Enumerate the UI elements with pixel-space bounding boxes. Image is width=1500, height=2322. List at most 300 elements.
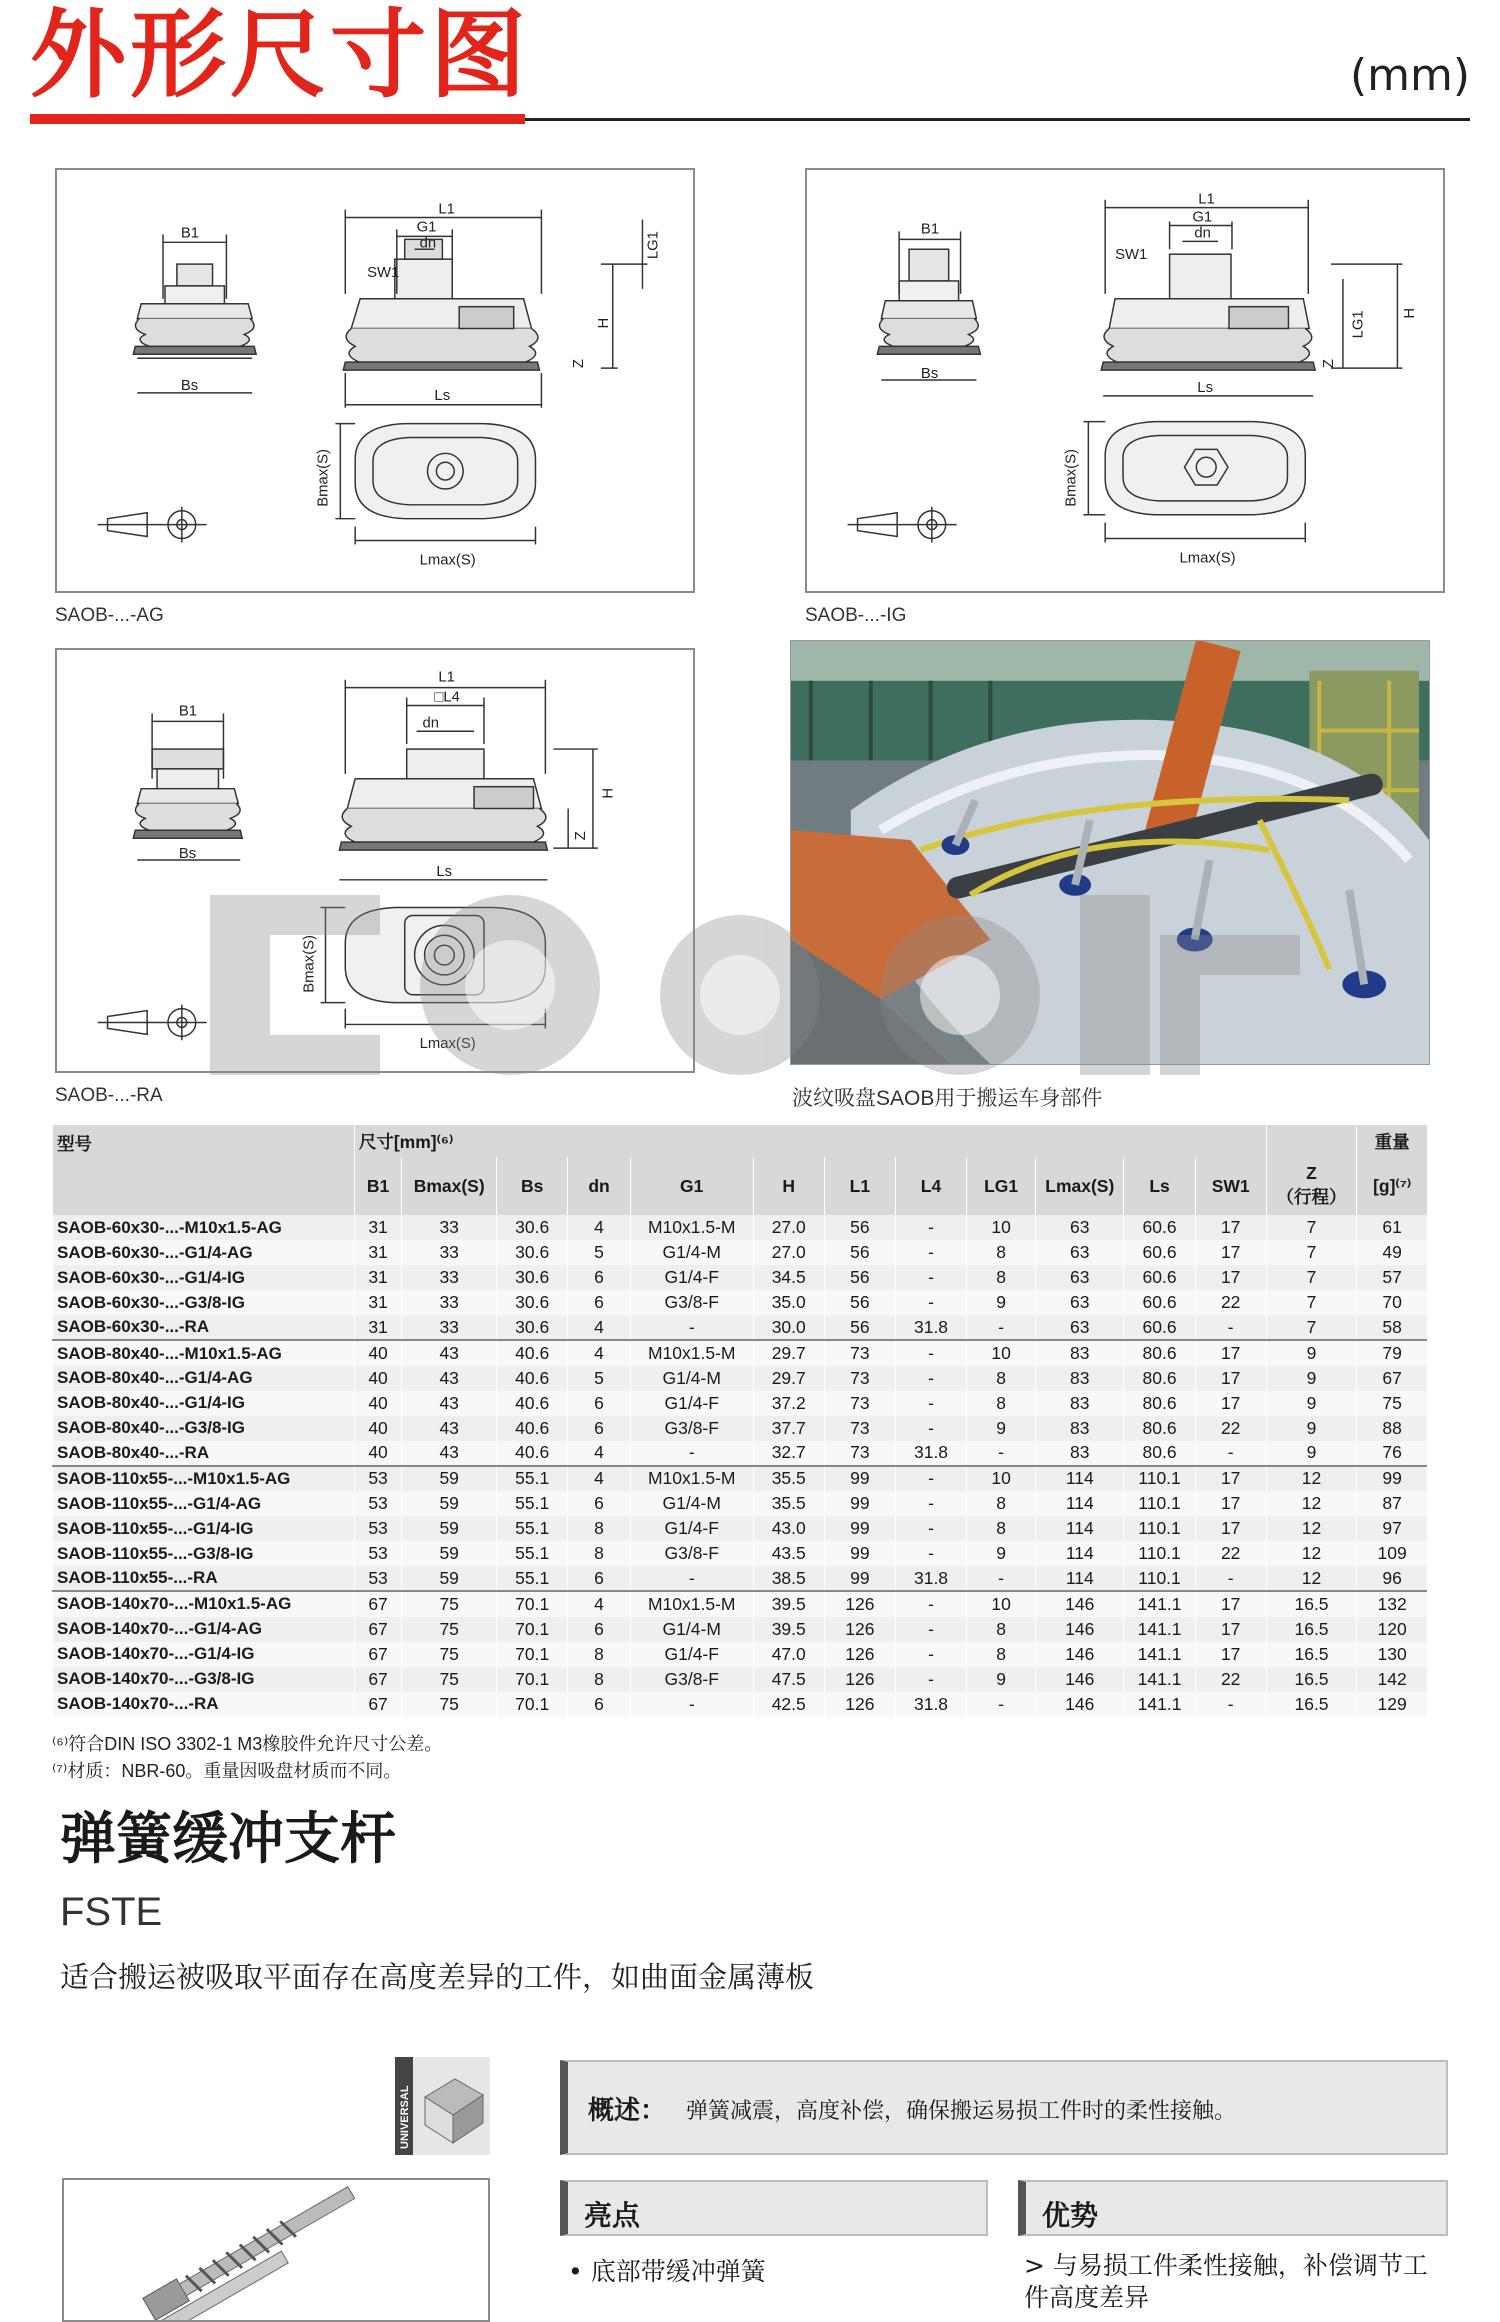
table-cell: 110.1: [1124, 1566, 1195, 1591]
table-cell: 96: [1357, 1566, 1427, 1591]
table-cell: 31: [354, 1290, 401, 1315]
table-cell: 59: [402, 1491, 497, 1516]
table-cell: 8: [568, 1541, 631, 1566]
caption-ra: SAOB-...-RA: [55, 1085, 163, 1106]
table-cell: 80.6: [1124, 1340, 1195, 1365]
caption-ag: SAOB-...-AG: [55, 605, 164, 626]
svg-text:L1: L1: [438, 201, 455, 218]
table-cell: -: [895, 1667, 966, 1692]
table-cell: 67: [354, 1642, 401, 1667]
table-row: [53, 1692, 1428, 1717]
table-cell: 8: [967, 1642, 1036, 1667]
section-description: 适合搬运被吸取平面存在高度差异的工件，如曲面金属薄板: [60, 1960, 815, 1994]
table-cell: 80.6: [1124, 1441, 1195, 1466]
cell-model: SAOB-110x55-...-G3/8-IG: [53, 1541, 355, 1566]
svg-text:Bmax(S): Bmax(S): [301, 935, 318, 993]
table-cell: 110.1: [1124, 1491, 1195, 1516]
table-cell: 9: [967, 1541, 1036, 1566]
table-cell: 141.1: [1124, 1667, 1195, 1692]
table-cell: 9: [1266, 1391, 1357, 1416]
table-cell: 17: [1195, 1215, 1266, 1240]
table-cell: -: [967, 1566, 1036, 1591]
page-title: 外形尺寸图: [30, 0, 530, 111]
table-cell: -: [895, 1466, 966, 1491]
cell-model: SAOB-110x55-...-RA: [53, 1566, 355, 1591]
table-cell: 53: [354, 1516, 401, 1541]
table-cell: 83: [1036, 1441, 1124, 1466]
caption-photo: 波纹吸盘SAOB用于搬运车身部件: [792, 1087, 1103, 1110]
table-row: [53, 1391, 1428, 1416]
cell-model: SAOB-110x55-...-M10x1.5-AG: [53, 1466, 355, 1491]
th-z: Z （行程）: [1266, 1157, 1357, 1215]
table-row: [53, 1667, 1428, 1692]
table-cell: 99: [824, 1541, 895, 1566]
table-cell: 7: [1266, 1265, 1357, 1290]
table-cell: 29.7: [753, 1340, 824, 1365]
cell-model: SAOB-80x40-...-G3/8-IG: [53, 1416, 355, 1441]
table-cell: 7: [1266, 1290, 1357, 1315]
table-cell: -: [630, 1441, 753, 1466]
table-cell: 4: [568, 1315, 631, 1340]
table-cell: -: [1195, 1315, 1266, 1340]
table-cell: 75: [1357, 1391, 1427, 1416]
table-cell: -: [895, 1265, 966, 1290]
table-cell: 75: [402, 1642, 497, 1667]
table-cell: 146: [1036, 1692, 1124, 1717]
overview-panel: [560, 2060, 1448, 2155]
table-row: [53, 1642, 1428, 1667]
title-underline: [30, 114, 525, 124]
table-cell: 6: [568, 1391, 631, 1416]
svg-text:LG1: LG1: [1350, 310, 1367, 339]
table-row: [53, 1366, 1428, 1391]
table-cell: 55.1: [497, 1566, 568, 1591]
svg-text:H: H: [595, 317, 612, 329]
table-cell: 146: [1036, 1667, 1124, 1692]
table-cell: 17: [1195, 1591, 1266, 1616]
table-cell: 53: [354, 1491, 401, 1516]
table-cell: M10x1.5-M: [630, 1340, 753, 1365]
table-cell: -: [1195, 1566, 1266, 1591]
table-cell: 7: [1266, 1315, 1357, 1340]
table-cell: 47.0: [753, 1642, 824, 1667]
table-cell: 7: [1266, 1215, 1357, 1240]
table-cell: 9: [967, 1290, 1036, 1315]
drawing-ra: [55, 648, 695, 1073]
table-cell: 61: [1357, 1215, 1427, 1240]
table-cell: M10x1.5-M: [630, 1466, 753, 1491]
svg-text:Lmax(S): Lmax(S): [1179, 550, 1236, 567]
svg-text:Ls: Ls: [434, 387, 451, 404]
table-cell: 8: [568, 1516, 631, 1541]
table-cell: -: [967, 1315, 1036, 1340]
table-cell: 16.5: [1266, 1642, 1357, 1667]
table-cell: 80.6: [1124, 1366, 1195, 1391]
table-cell: 83: [1036, 1416, 1124, 1441]
cell-model: SAOB-110x55-...-G1/4-AG: [53, 1491, 355, 1516]
table-cell: -: [895, 1642, 966, 1667]
table-cell: -: [895, 1617, 966, 1642]
th-col: Bs: [497, 1157, 568, 1215]
th-col: L4: [895, 1157, 966, 1215]
svg-text:G1: G1: [1192, 209, 1213, 226]
svg-text:Lmax(S): Lmax(S): [419, 1036, 476, 1053]
th-col: dn: [568, 1157, 631, 1215]
table-cell: 8: [568, 1667, 631, 1692]
table-cell: 22: [1195, 1416, 1266, 1441]
table-cell: 126: [824, 1667, 895, 1692]
svg-text:Z: Z: [1321, 359, 1338, 369]
th-col: G1: [630, 1157, 753, 1215]
table-cell: 99: [824, 1466, 895, 1491]
table-cell: 16.5: [1266, 1591, 1357, 1616]
table-cell: 17: [1195, 1466, 1266, 1491]
svg-text:Z: Z: [571, 359, 588, 369]
table-cell: 31.8: [895, 1692, 966, 1717]
svg-text:LG1: LG1: [645, 231, 662, 260]
table-row: [53, 1240, 1428, 1265]
table-cell: 8: [967, 1391, 1036, 1416]
table-cell: 73: [824, 1340, 895, 1365]
table-cell: 40: [354, 1340, 401, 1365]
cell-model: SAOB-80x40-...-G1/4-IG: [53, 1391, 355, 1416]
table-cell: G1/4-M: [630, 1491, 753, 1516]
table-cell: 4: [568, 1591, 631, 1616]
table-cell: 6: [568, 1692, 631, 1717]
table-cell: 63: [1036, 1240, 1124, 1265]
table-cell: 8: [967, 1366, 1036, 1391]
table-cell: 75: [402, 1617, 497, 1642]
svg-text:Lmax(S): Lmax(S): [419, 552, 476, 569]
table-cell: G3/8-F: [630, 1541, 753, 1566]
table-cell: 37.2: [753, 1391, 824, 1416]
cell-model: SAOB-80x40-...-RA: [53, 1441, 355, 1466]
table-cell: 126: [824, 1692, 895, 1717]
table-cell: 9: [967, 1667, 1036, 1692]
table-cell: 12: [1266, 1466, 1357, 1491]
table-cell: 34.5: [753, 1265, 824, 1290]
table-cell: -: [1195, 1692, 1266, 1717]
table-cell: G3/8-F: [630, 1416, 753, 1441]
table-cell: 126: [824, 1591, 895, 1616]
universal-icon: [395, 2057, 490, 2155]
svg-text:G1: G1: [416, 219, 437, 236]
table-cell: 6: [568, 1265, 631, 1290]
table-cell: -: [895, 1591, 966, 1616]
svg-text:L1: L1: [1198, 191, 1215, 208]
th-z-blank: [1266, 1125, 1357, 1157]
table-cell: 114: [1036, 1566, 1124, 1591]
table-cell: 56: [824, 1265, 895, 1290]
svg-text:L1: L1: [438, 669, 455, 686]
footnote-7: ⁽⁷⁾材质：NBR-60。重量因吸盘材质而不同。: [52, 1761, 402, 1781]
table-cell: -: [1195, 1441, 1266, 1466]
table-cell: 114: [1036, 1516, 1124, 1541]
table-cell: 39.5: [753, 1591, 824, 1616]
advantages-header: 优势: [1018, 2180, 1448, 2236]
table-cell: 40.6: [497, 1366, 568, 1391]
table-cell: 31.8: [895, 1315, 966, 1340]
table-cell: 129: [1357, 1692, 1427, 1717]
table-cell: 9: [1266, 1441, 1357, 1466]
cell-model: SAOB-140x70-...-RA: [53, 1692, 355, 1717]
table-cell: 146: [1036, 1617, 1124, 1642]
table-row: [53, 1591, 1428, 1616]
svg-text:Bs: Bs: [920, 366, 939, 383]
table-cell: 99: [824, 1566, 895, 1591]
table-cell: 53: [354, 1566, 401, 1591]
svg-text:B1: B1: [920, 221, 940, 238]
table-row: [53, 1491, 1428, 1516]
table-cell: 43: [402, 1416, 497, 1441]
table-cell: 17: [1195, 1366, 1266, 1391]
table-cell: 130: [1357, 1642, 1427, 1667]
table-cell: 16.5: [1266, 1617, 1357, 1642]
table-cell: 73: [824, 1441, 895, 1466]
table-cell: 8: [568, 1642, 631, 1667]
table-cell: 32.7: [753, 1441, 824, 1466]
table-cell: 55.1: [497, 1466, 568, 1491]
table-cell: 43: [402, 1391, 497, 1416]
table-cell: 55.1: [497, 1491, 568, 1516]
table-cell: 67: [1357, 1366, 1427, 1391]
table-cell: 5: [568, 1366, 631, 1391]
svg-text:□L4: □L4: [434, 689, 460, 706]
highlight-item: • 底部带缓冲弹簧: [568, 2257, 766, 2286]
table-cell: 114: [1036, 1491, 1124, 1516]
table-row: [53, 1416, 1428, 1441]
table-cell: 43.5: [753, 1541, 824, 1566]
cell-model: SAOB-140x70-...-G3/8-IG: [53, 1667, 355, 1692]
table-cell: 63: [1036, 1315, 1124, 1340]
table-cell: 47.5: [753, 1667, 824, 1692]
table-cell: 16.5: [1266, 1692, 1357, 1717]
title-rule: [525, 118, 1470, 121]
table-cell: -: [895, 1366, 966, 1391]
section-code: FSTE: [60, 1890, 163, 1934]
table-cell: 40: [354, 1441, 401, 1466]
table-row: [53, 1516, 1428, 1541]
table-cell: -: [895, 1491, 966, 1516]
cell-model: SAOB-60x30-...-G1/4-IG: [53, 1265, 355, 1290]
table-cell: 55.1: [497, 1541, 568, 1566]
table-cell: 35.5: [753, 1491, 824, 1516]
svg-text:dn: dn: [419, 235, 437, 252]
table-cell: 17: [1195, 1265, 1266, 1290]
table-row: [53, 1441, 1428, 1466]
table-cell: 8: [967, 1516, 1036, 1541]
table-cell: 146: [1036, 1591, 1124, 1616]
table-cell: 43: [402, 1441, 497, 1466]
section-title: 弹簧缓冲支杆: [60, 1807, 396, 1872]
table-cell: 17: [1195, 1516, 1266, 1541]
table-row: [53, 1566, 1428, 1591]
table-cell: 29.7: [753, 1366, 824, 1391]
th-col: LG1: [967, 1157, 1036, 1215]
table-cell: 42.5: [753, 1692, 824, 1717]
table-cell: 31: [354, 1315, 401, 1340]
table-cell: 30.0: [753, 1315, 824, 1340]
svg-text:dn: dn: [422, 715, 440, 732]
table-cell: 40: [354, 1391, 401, 1416]
table-cell: 141.1: [1124, 1642, 1195, 1667]
table-row: [53, 1265, 1428, 1290]
table-cell: 27.0: [753, 1240, 824, 1265]
table-cell: 75: [402, 1667, 497, 1692]
table-cell: 6: [568, 1617, 631, 1642]
table-cell: 110.1: [1124, 1541, 1195, 1566]
overview-text: 弹簧减震，高度补偿，确保搬运易损工件时的柔性接触。: [686, 2099, 1237, 2124]
table-cell: 63: [1036, 1265, 1124, 1290]
highlights-header: 亮点: [560, 2180, 988, 2236]
table-cell: M10x1.5-M: [630, 1591, 753, 1616]
table-cell: G1/4-F: [630, 1516, 753, 1541]
table-cell: 67: [354, 1692, 401, 1717]
svg-text:B1: B1: [178, 703, 198, 720]
table-cell: 9: [1266, 1340, 1357, 1365]
unit-label: (mm): [1349, 50, 1470, 101]
table-cell: 53: [354, 1466, 401, 1491]
svg-text:UNIVERSAL: UNIVERSAL: [399, 2085, 411, 2149]
table-cell: -: [895, 1516, 966, 1541]
table-cell: 4: [568, 1340, 631, 1365]
table-cell: 9: [967, 1416, 1036, 1441]
svg-text:B1: B1: [180, 225, 200, 242]
th-col: Lmax(S): [1036, 1157, 1124, 1215]
application-photo: [790, 640, 1430, 1065]
table-cell: 73: [824, 1391, 895, 1416]
table-cell: 17: [1195, 1491, 1266, 1516]
table-cell: -: [630, 1315, 753, 1340]
cell-model: SAOB-60x30-...-M10x1.5-AG: [53, 1215, 355, 1240]
svg-text:Bmax(S): Bmax(S): [315, 449, 332, 507]
table-cell: 58: [1357, 1315, 1427, 1340]
table-cell: 17: [1195, 1617, 1266, 1642]
table-cell: -: [895, 1340, 966, 1365]
table-cell: 146: [1036, 1642, 1124, 1667]
th-dimensions: 尺寸[mm]⁽⁶⁾: [354, 1125, 1266, 1157]
table-cell: 35.0: [753, 1290, 824, 1315]
cell-model: SAOB-110x55-...-G1/4-IG: [53, 1516, 355, 1541]
table-cell: 4: [568, 1215, 631, 1240]
table-row: [53, 1541, 1428, 1566]
table-cell: 80.6: [1124, 1391, 1195, 1416]
svg-text:Z: Z: [573, 831, 590, 841]
table-cell: 27.0: [753, 1215, 824, 1240]
th-col: B1: [354, 1157, 401, 1215]
table-cell: 83: [1036, 1340, 1124, 1365]
overview-label: 概述：: [588, 2096, 667, 2126]
cell-model: SAOB-60x30-...-G3/8-IG: [53, 1290, 355, 1315]
table-cell: 88: [1357, 1416, 1427, 1441]
table-cell: 142: [1357, 1667, 1427, 1692]
table-cell: 87: [1357, 1491, 1427, 1516]
table-cell: 40.6: [497, 1441, 568, 1466]
table-cell: 83: [1036, 1366, 1124, 1391]
svg-text:Ls: Ls: [1197, 379, 1214, 396]
table-cell: 110.1: [1124, 1516, 1195, 1541]
table-cell: G1/4-F: [630, 1391, 753, 1416]
table-cell: 141.1: [1124, 1591, 1195, 1616]
table-cell: 60.6: [1124, 1315, 1195, 1340]
table-cell: 59: [402, 1516, 497, 1541]
table-cell: 17: [1195, 1340, 1266, 1365]
table-cell: 126: [824, 1642, 895, 1667]
svg-text:H: H: [1402, 307, 1419, 319]
table-cell: 8: [967, 1617, 1036, 1642]
table-cell: -: [895, 1240, 966, 1265]
table-cell: 17: [1195, 1391, 1266, 1416]
svg-text:Bmax(S): Bmax(S): [1063, 449, 1080, 507]
table-cell: 40: [354, 1416, 401, 1441]
table-cell: 31.8: [895, 1566, 966, 1591]
table-cell: 63: [1036, 1215, 1124, 1240]
table-cell: 80.6: [1124, 1416, 1195, 1441]
svg-text:Ls: Ls: [436, 863, 453, 880]
cell-model: SAOB-60x30-...-G1/4-AG: [53, 1240, 355, 1265]
table-cell: 126: [824, 1617, 895, 1642]
table-cell: 40: [354, 1366, 401, 1391]
table-cell: 33: [402, 1290, 497, 1315]
table-cell: 39.5: [753, 1617, 824, 1642]
table-cell: -: [895, 1215, 966, 1240]
table-cell: 22: [1195, 1290, 1266, 1315]
table-cell: M10x1.5-M: [630, 1215, 753, 1240]
table-cell: G1/4-M: [630, 1617, 753, 1642]
table-cell: 70.1: [497, 1692, 568, 1717]
table-cell: -: [630, 1692, 753, 1717]
table-cell: 22: [1195, 1667, 1266, 1692]
table-cell: 4: [568, 1441, 631, 1466]
table-cell: 56: [824, 1240, 895, 1265]
table-cell: 30.6: [497, 1290, 568, 1315]
table-cell: 7: [1266, 1240, 1357, 1265]
cell-model: SAOB-140x70-...-G1/4-IG: [53, 1642, 355, 1667]
table-cell: 114: [1036, 1466, 1124, 1491]
table-cell: 57: [1357, 1265, 1427, 1290]
table-cell: 110.1: [1124, 1466, 1195, 1491]
th-col: SW1: [1195, 1157, 1266, 1215]
table-cell: 38.5: [753, 1566, 824, 1591]
table-cell: 30.6: [497, 1265, 568, 1290]
table-cell: 132: [1357, 1591, 1427, 1616]
spec-table: [52, 1125, 1427, 1717]
table-cell: 17: [1195, 1240, 1266, 1265]
table-cell: -: [895, 1541, 966, 1566]
cell-model: SAOB-80x40-...-M10x1.5-AG: [53, 1340, 355, 1365]
table-cell: 6: [568, 1416, 631, 1441]
th-col: H: [753, 1157, 824, 1215]
table-cell: 79: [1357, 1340, 1427, 1365]
table-cell: 10: [967, 1340, 1036, 1365]
table-cell: 83: [1036, 1391, 1124, 1416]
table-cell: 99: [1357, 1466, 1427, 1491]
table-cell: 16.5: [1266, 1667, 1357, 1692]
table-cell: 33: [402, 1240, 497, 1265]
table-row: [53, 1215, 1428, 1240]
table-cell: 5: [568, 1240, 631, 1265]
table-cell: G1/4-M: [630, 1366, 753, 1391]
svg-text:SW1: SW1: [1115, 247, 1148, 264]
table-row: [53, 1617, 1428, 1642]
table-cell: 10: [967, 1215, 1036, 1240]
table-cell: 35.5: [753, 1466, 824, 1491]
table-cell: 56: [824, 1315, 895, 1340]
table-cell: 67: [354, 1617, 401, 1642]
table-cell: 60.6: [1124, 1265, 1195, 1290]
table-cell: 75: [402, 1692, 497, 1717]
table-cell: -: [895, 1290, 966, 1315]
